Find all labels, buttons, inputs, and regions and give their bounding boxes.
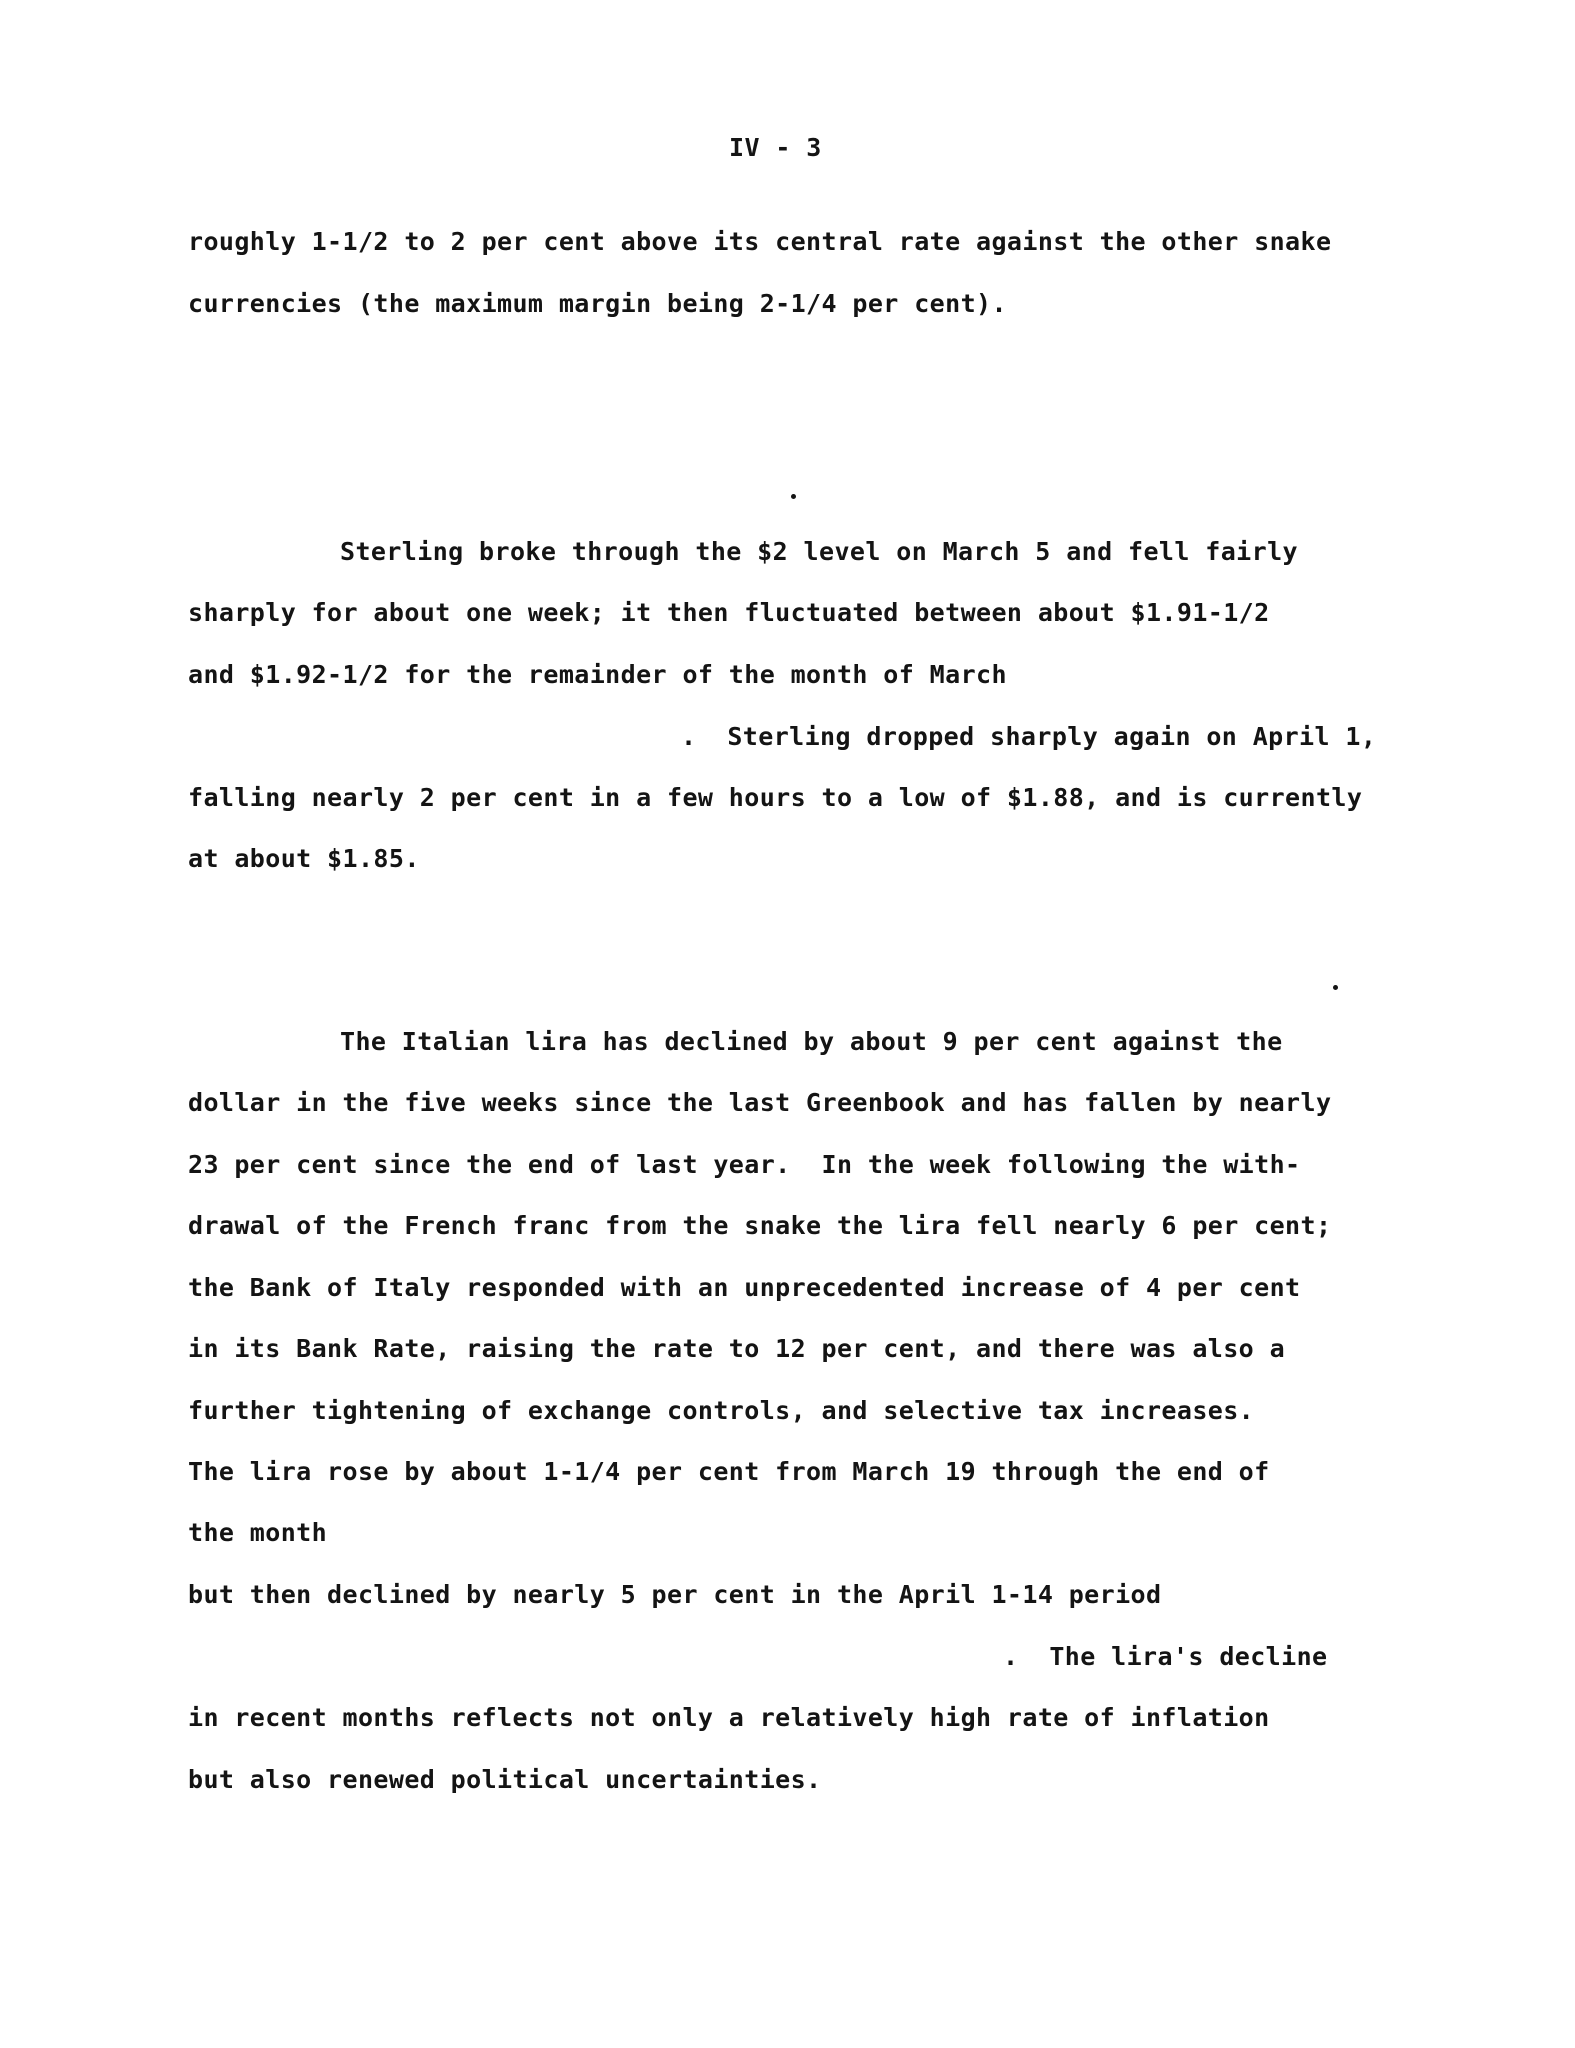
paragraph-3-line-5: the Bank of Italy responded with an unprecedented increase of 4 per cent xyxy=(188,1273,1301,1302)
paragraph-3-line-13: but also renewed political uncertainties. xyxy=(188,1765,822,1794)
paragraph-3-line-10: but then declined by nearly 5 per cent in the April 1-14 period xyxy=(188,1580,1162,1609)
paragraph-2-line-4: . Sterling dropped sharply again on April 1, xyxy=(681,722,1377,751)
paragraph-2-line-1: Sterling broke through the $2 level on March 5 and fell fairly xyxy=(340,537,1298,566)
paragraph-3-line-9: the month xyxy=(188,1518,328,1547)
paragraph-1-line-1: roughly 1-1/2 to 2 per cent above its central rate against the other snake xyxy=(188,227,1332,256)
paragraph-3-line-6: in its Bank Rate, raising the rate to 12 per cent, and there was also a xyxy=(188,1334,1286,1363)
paragraph-3-line-7: further tightening of exchange controls, and selective tax increases. xyxy=(188,1396,1255,1425)
page-number: IV - 3 xyxy=(729,133,822,162)
stray-mark xyxy=(791,494,796,499)
paragraph-2-line-2: sharply for about one week; it then fluctuated between about $1.91-1/2 xyxy=(188,598,1270,627)
paragraph-3-line-12: in recent months reflects not only a relatively high rate of inflation xyxy=(188,1703,1270,1732)
stray-mark xyxy=(1333,985,1338,990)
paragraph-3-line-11: . The lira's decline xyxy=(1003,1642,1328,1671)
paragraph-2-line-5: falling nearly 2 per cent in a few hours to a low of $1.88, and is currently xyxy=(188,783,1363,812)
paragraph-3-line-4: drawal of the French franc from the snake the lira fell nearly 6 per cent; xyxy=(188,1211,1332,1240)
paragraph-3-line-3: 23 per cent since the end of last year. In the week following the with- xyxy=(188,1150,1301,1179)
paragraph-3-line-8: The lira rose by about 1-1/4 per cent from March 19 through the end of xyxy=(188,1457,1270,1486)
paragraph-1-line-2: currencies (the maximum margin being 2-1/4 per cent). xyxy=(188,289,1007,318)
paragraph-3-line-2: dollar in the five weeks since the last Greenbook and has fallen by nearly xyxy=(188,1088,1332,1117)
paragraph-3-line-1: The Italian lira has declined by about 9 per cent against the xyxy=(340,1027,1283,1056)
paragraph-2-line-6: at about $1.85. xyxy=(188,844,420,873)
paragraph-2-line-3: and $1.92-1/2 for the remainder of the month of March xyxy=(188,660,1007,689)
